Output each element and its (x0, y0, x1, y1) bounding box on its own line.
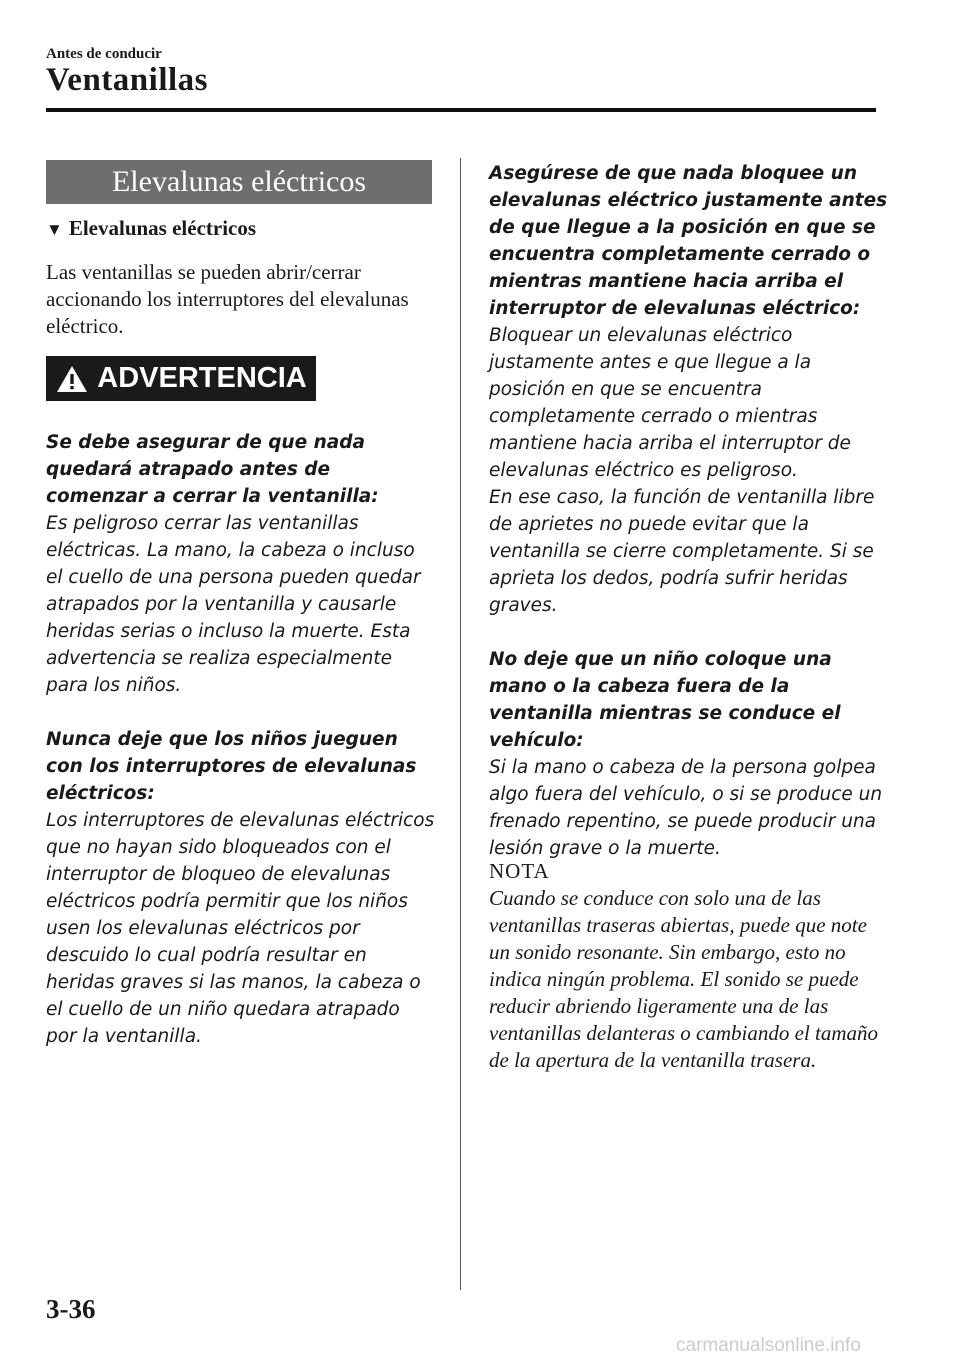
warning-block-title: Se debe asegurar de que nada quedará atrapado antes de comenzar a cerrar la ventanilla: (46, 432, 379, 507)
warning-block-title: Asegúrese de que nada bloquee un elevalunas eléctrico justamente antes de que llegue a la posición en que se encuentra completamente cerrado o mientras mantiene hacia arriba el interruptor de elevalunas eléctrico: (489, 163, 888, 319)
warning-triangle-icon (55, 364, 89, 394)
warning-label: ADVERTENCIA (97, 362, 307, 394)
warning-block-body: Es peligroso cerrar las ventanillas eléctricas. La mano, la cabeza o incluso el cuello de una persona pueden quedar atrapados por la ventanilla y causarle heridas serias o incluso la muerte. Esta advertencia se realiza especialmente para los niños. (46, 513, 421, 696)
note-label: NOTA (489, 859, 550, 883)
warning-block-body: Los interruptores de elevalunas eléctricos que no hayan sido bloqueados con el interruptor de bloqueo de elevalunas eléctricos podría permitir que los niños usen los elevalunas eléctricos por descuido lo cual podría resultar en heridas graves si las manos, la cabeza o el cuello de un niño quedara atrapado por la ventanilla. (46, 810, 435, 1047)
section-banner: Elevalunas eléctricos (46, 160, 432, 204)
intro-paragraph: Las ventanillas se pueden abrir/cerrar accionando los interruptores del elevalunas eléctrico. (46, 260, 409, 338)
spacer (489, 619, 889, 646)
warning-block-body: En ese caso, la función de ventanilla libre de aprietes no puede evitar que la ventanilla se cierre completamente. Si se aprieta los dedos, podría sufrir heridas graves. (489, 487, 875, 616)
header-rule (46, 108, 876, 112)
subheading (46, 216, 256, 241)
triangle-down-icon: ▼ (46, 220, 63, 239)
spacer (46, 699, 436, 726)
note (489, 858, 879, 1074)
warning-badge (46, 356, 316, 401)
subheading-text: Elevalunas eléctricos (68, 216, 257, 240)
breadcrumb: Antes de conducir (46, 46, 162, 62)
warning-block-body: Bloquear un elevalunas eléctrico justamente antes e que llegue a la posición en que se encuentra completamente cerrado o mientras mantiene hacia arriba el interruptor de elevalunas eléctrico es peligroso. (489, 325, 851, 481)
warning-block-title: No deje que un niño coloque una mano o la cabeza fuera de la ventanilla mientras se conduce el vehículo: (489, 649, 841, 751)
note-body: Cuando se conduce con solo una de las ventanillas traseras abiertas, puede que note un sonido resonante. Sin embargo, esto no indica ningún problema. El sonido se puede reducir abriendo ligeramente una de las ventanillas delanteras o cambiando el tamaño de la apertura de la ventanilla trasera. (489, 886, 879, 1072)
column-divider (460, 158, 461, 1290)
watermark: carmanualsonline.info (676, 1335, 861, 1356)
chapter-title: Ventanillas (46, 62, 208, 98)
warning-right-column (489, 160, 889, 862)
page-number: 3-36 (46, 1294, 96, 1324)
warning-block-body: Si la mano o cabeza de la persona golpea algo fuera del vehículo, o si se produce un frenado repentino, se puede producir una lesión grave o la muerte. (489, 757, 883, 859)
warning-block-title: Nunca deje que los niños jueguen con los interruptores de elevalunas eléctricos: (46, 729, 417, 804)
warning-left-column (46, 429, 436, 1050)
